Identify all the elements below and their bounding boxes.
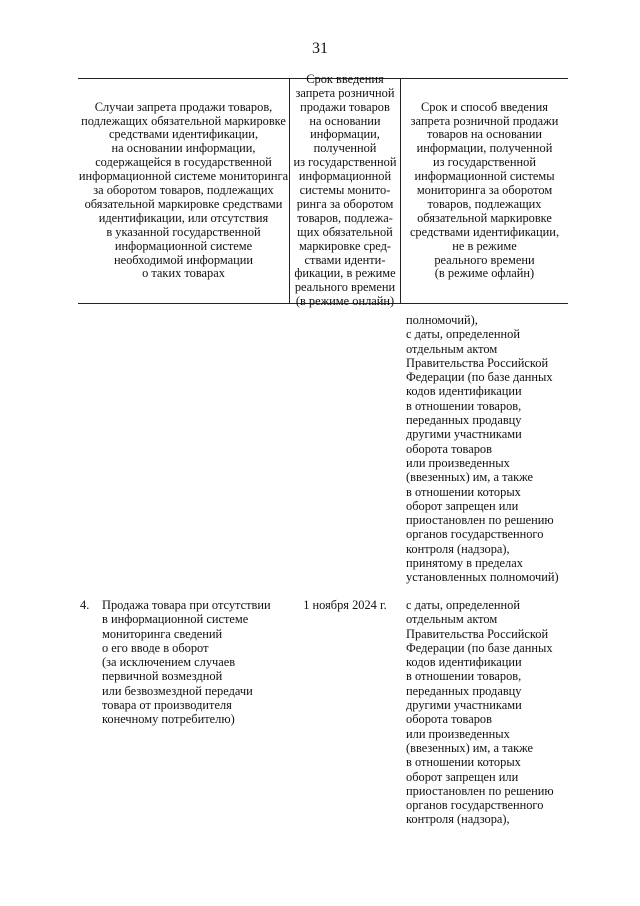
header-col3-line: не в режиме bbox=[452, 238, 517, 253]
row4-col1-line: товара от производителя bbox=[102, 698, 232, 713]
row4-col3-line: с даты, определенной bbox=[406, 598, 520, 612]
header-col3-line: Срок и способ введения bbox=[421, 99, 548, 114]
page-number: 31 bbox=[312, 40, 328, 57]
row4-col3-line: контроля (надзора), bbox=[406, 812, 510, 827]
continuation-line: Правительства Российской bbox=[406, 355, 549, 370]
row4-col3-line: приостановлен по решению bbox=[406, 783, 554, 798]
row4-col3-line: другими участниками bbox=[406, 698, 522, 713]
continuation-line: установленных полномочий) bbox=[406, 570, 559, 585]
row4-col3-line: (ввезенных) им, а также bbox=[406, 740, 534, 755]
continuation-line: (ввезенных) им, а также bbox=[406, 470, 534, 485]
header-col3-line: мониторинга за оборотом bbox=[416, 183, 553, 198]
continuation-line: с даты, определенной bbox=[406, 327, 520, 342]
row4-col3-line: кодов идентификации bbox=[406, 655, 522, 670]
header-col2-line: фикации, в режиме bbox=[294, 266, 396, 281]
header-col2-line: (в режиме онлайн) bbox=[295, 294, 395, 309]
continuation-col3 bbox=[406, 313, 559, 585]
header-col1-line: обязательной маркировке средствами bbox=[84, 196, 283, 211]
continuation-line: другими участниками bbox=[406, 427, 522, 442]
row4-col1-line: первичной возмездной bbox=[102, 669, 223, 684]
header-col2-line: Срок введения bbox=[306, 71, 384, 86]
row4-col1-case bbox=[102, 598, 271, 727]
header-col3-line: из государственной bbox=[433, 155, 536, 170]
continuation-line: кодов идентификации bbox=[406, 384, 522, 399]
row4-col3-offline bbox=[406, 598, 554, 827]
continuation-line: в отношении товаров, bbox=[406, 398, 522, 413]
header-col2-line: запрета розничной bbox=[295, 85, 395, 100]
row4-col3-line: оборот запрещен или bbox=[406, 769, 519, 784]
row4-col3-line: органов государственного bbox=[406, 798, 544, 813]
header-col1-line: Случаи запрета продажи товаров, bbox=[94, 99, 273, 114]
header-col3-line: запрета розничной продажи bbox=[410, 113, 559, 128]
row4-col3-line: оборота товаров bbox=[406, 712, 492, 727]
row4-col1-line: или безвозмездной передачи bbox=[102, 683, 253, 698]
header-col3-line: информационной системы bbox=[414, 169, 555, 184]
header-col3-line: реального времени bbox=[434, 252, 535, 267]
row4-col1-line: в информационной системе bbox=[102, 612, 249, 627]
header-col2-line: ринга за оборотом bbox=[296, 196, 394, 211]
header-col1-line: содержащейся в государственной bbox=[95, 155, 272, 170]
continuation-line: приостановлен по решению bbox=[406, 513, 554, 528]
header-col1-line: на основании информации, bbox=[111, 141, 256, 156]
header-col2-line: системы монито- bbox=[299, 183, 391, 198]
continuation-line: оборот запрещен или bbox=[406, 498, 519, 513]
continuation-line: полномочий), bbox=[406, 313, 478, 327]
header-col1-cases bbox=[78, 79, 289, 303]
header-col3-offline bbox=[401, 79, 568, 303]
header-col2-line: на основании bbox=[309, 113, 381, 128]
row4-col3-line: Федерации (по базе данных bbox=[406, 640, 553, 655]
header-col1-line: информационной системе мониторинга bbox=[78, 169, 289, 184]
header-col3-line: (в режиме офлайн) bbox=[434, 266, 535, 281]
continuation-line: в отношении которых bbox=[406, 484, 521, 499]
header-col2-online bbox=[290, 71, 400, 309]
continuation-line: или произведенных bbox=[406, 455, 510, 470]
header-col1-line: необходимой информации bbox=[113, 252, 254, 267]
row4-col1-line: Продажа товара при отсутствии bbox=[102, 598, 271, 612]
row4-col2-date: 1 ноября 2024 г. bbox=[303, 598, 387, 612]
header-col2-line: полученной bbox=[313, 141, 377, 156]
header-col3-line: товаров на основании bbox=[426, 127, 543, 142]
continuation-line: принятому в пределах bbox=[406, 556, 523, 571]
header-col2-line: щих обязательной bbox=[297, 224, 393, 239]
row4-col1-line: о его вводе в оборот bbox=[102, 640, 209, 655]
row4-col1-line: (за исключением случаев bbox=[102, 655, 236, 670]
header-col1-line: подлежащих обязательной маркировке bbox=[81, 113, 286, 128]
header-col1-line: за оборотом товаров, подлежащих bbox=[93, 183, 274, 198]
continuation-line: оборота товаров bbox=[406, 441, 492, 456]
row4-col3-line: в отношении которых bbox=[406, 755, 521, 770]
row4-col3-line: переданных продавцу bbox=[406, 683, 522, 698]
continuation-line: Федерации (по базе данных bbox=[406, 370, 553, 385]
header-col2-line: информации, bbox=[310, 127, 380, 142]
row4-col3-line: в отношении товаров, bbox=[406, 669, 522, 684]
header-col1-line: информационной системе bbox=[114, 238, 253, 253]
header-col1-line: идентификации, или отсутствия bbox=[98, 210, 269, 225]
continuation-line: органов государственного bbox=[406, 527, 544, 542]
row4-col3-line: или произведенных bbox=[406, 726, 510, 741]
header-col1-line: в указанной государственной bbox=[106, 224, 261, 239]
header-col1-line: средствами идентификации, bbox=[108, 127, 259, 142]
row4-col1-line: мониторинга сведений bbox=[102, 626, 223, 641]
header-col1-line: о таких товарах bbox=[142, 266, 225, 281]
header-col2-line: маркировке сред- bbox=[298, 238, 392, 253]
continuation-line: переданных продавцу bbox=[406, 413, 522, 428]
row-number: 4. bbox=[80, 598, 90, 612]
header-col2-line: из государственной bbox=[293, 155, 397, 170]
row4-col1-line: конечному потребителю) bbox=[102, 712, 235, 727]
header-col3-line: товаров, подлежащих bbox=[427, 196, 542, 211]
row4-col3-line: Правительства Российской bbox=[406, 626, 549, 641]
continuation-line: отдельным актом bbox=[406, 341, 498, 356]
header-col2-line: товаров, подлежа- bbox=[297, 210, 393, 225]
table-header bbox=[78, 71, 568, 309]
header-col3-line: средствами идентификации, bbox=[409, 224, 560, 239]
header-col2-line: продажи товаров bbox=[300, 99, 390, 114]
header-col2-line: ствами иденти- bbox=[304, 252, 386, 267]
header-col3-line: обязательной маркировке bbox=[417, 210, 552, 225]
header-col2-line: информационной bbox=[298, 169, 392, 184]
header-col3-line: информации, полученной bbox=[416, 141, 553, 156]
header-col2-line: реального времени bbox=[294, 280, 396, 295]
continuation-line: контроля (надзора), bbox=[406, 541, 510, 556]
row4-col3-line: отдельным актом bbox=[406, 612, 498, 627]
